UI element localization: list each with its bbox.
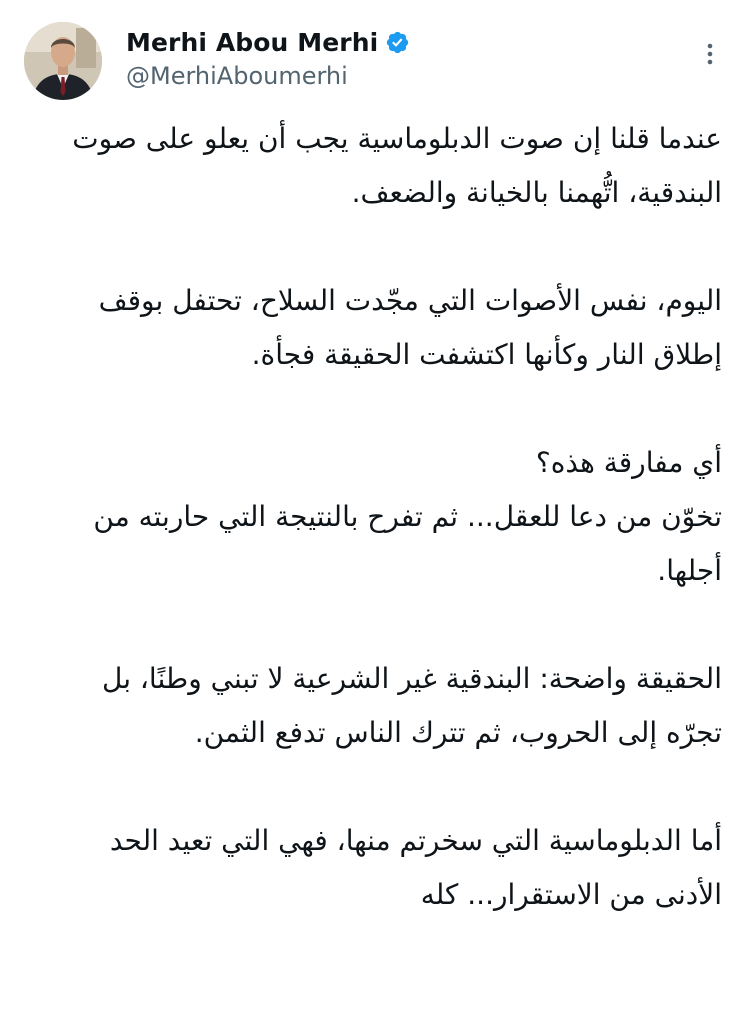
tweet-header bbox=[22, 20, 728, 104]
tweet-line: أما الدبلوماسية التي سخرتم منها، فهي التي تعيد الحد bbox=[109, 824, 722, 857]
tweet-line: البندقية، اتُّهمنا بالخيانة والضعف. bbox=[351, 176, 722, 209]
tweet-paragraph bbox=[22, 436, 722, 598]
tweet-line: عندما قلنا إن صوت الدبلوماسية يجب أن يعلو على صوت bbox=[72, 122, 722, 155]
tweet-line: اليوم، نفس الأصوات التي مجّدت السلاح، تحتفل بوقف bbox=[98, 284, 722, 317]
verified-badge-icon bbox=[385, 30, 410, 55]
tweet-line: تجرّه إلى الحروب، ثم تترك الناس تدفع الثمن. bbox=[194, 716, 722, 749]
tweet-paragraph bbox=[22, 274, 722, 382]
author-block bbox=[126, 24, 410, 90]
tweet-line: أجلها. bbox=[657, 554, 722, 587]
tweet-line: إطلاق النار وكأنها اكتشفت الحقيقة فجأة. bbox=[251, 338, 722, 371]
tweet-paragraph bbox=[22, 112, 722, 220]
tweet-paragraph bbox=[22, 814, 722, 922]
tweet-line: تخوّن من دعا للعقل... ثم تفرح بالنتيجة التي حاربته من bbox=[93, 500, 722, 533]
tweet-line: الأدنى من الاستقرار... كله bbox=[420, 878, 722, 911]
profile-photo bbox=[24, 22, 102, 100]
display-name-row bbox=[126, 24, 410, 60]
user-handle[interactable]: @MerhiAboumerhi bbox=[126, 62, 348, 90]
display-name[interactable]: Merhi Abou Merhi bbox=[126, 27, 379, 57]
avatar[interactable] bbox=[24, 22, 102, 100]
more-options-icon[interactable] bbox=[700, 38, 720, 70]
tweet-line: الحقيقة واضحة: البندقية غير الشرعية لا تبني وطنًا، بل bbox=[102, 662, 722, 695]
tweet-paragraph bbox=[22, 652, 722, 760]
tweet-line: أي مفارقة هذه؟ bbox=[535, 446, 722, 479]
tweet-text bbox=[22, 112, 722, 976]
